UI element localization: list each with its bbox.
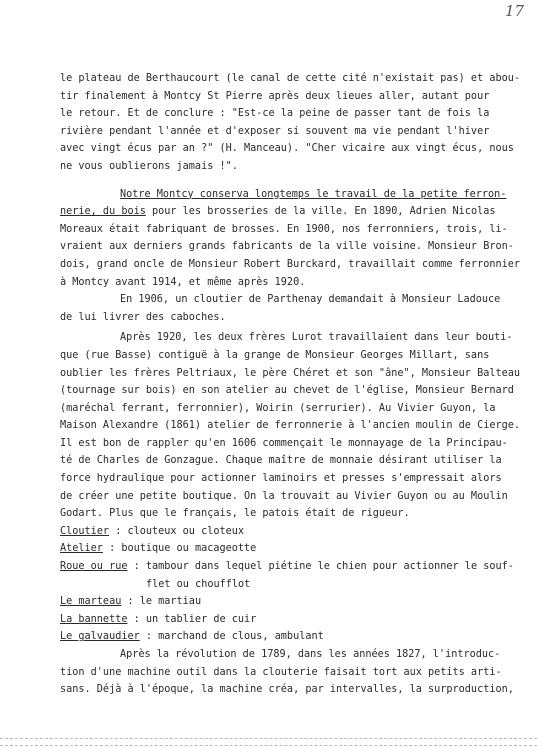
paragraph-3 [60,291,501,326]
text-line: (maréchal ferrant, ferronnier), Woirin (serrurier). Au Vivier Guyon, la [60,402,496,414]
text-line: de créer une petite boutique. On la trouvait au Vivier Guyon ou au Moulin [60,490,508,502]
text-line: Godart. Plus que le français, le patois était de rigueur. [60,508,410,520]
text-line: oublier les frères Peltriaux, le père Chéret et son "âne", Monsieur Balteau [60,367,521,379]
text-line: Il est bon de rappler qu'en 1606 commençait le monnayage de la Principau- [60,437,508,449]
glossary-definition: : marchand de clous, ambulant [139,631,324,643]
text-line: que (rue Basse) contiguë à la grange de Monsieur Georges Millart, sans [60,349,490,361]
glossary-entry [60,628,486,646]
text-line [60,203,496,221]
glossary-definition-continued: flet ou choufflot [146,578,251,590]
glossary-term: Cloutier [60,525,110,537]
glossary-entry [60,593,486,611]
paragraph-5 [60,646,514,699]
text-line: (tournage sur bois) en son atelier au chevet de l'église, Monsieur Bernard [60,385,514,397]
text-line: tir finalement à Montcy St Pierre après deux lieues aller, autant pour [60,90,490,102]
glossary-definition: : boutique ou macageotte [102,543,257,555]
text-line: force hydraulique pour actionner laminoirs et presses s'empressait alors [60,473,502,485]
lead-rest: pour les brosseries de la ville. En 1890, Adrien Nicolas [145,206,496,218]
glossary-definition: : tambour dans lequel piétine le chien pour actionner le souf- [127,561,514,573]
patois-glossary [60,523,514,646]
paragraph-4 [60,329,521,523]
glossary-definition: : clouteux ou cloteux [109,525,245,537]
scan-edge-divider [0,738,537,746]
text-line: Moreaux était fabriquant de brosses. En 1900, nos ferronniers, trois, li- [60,223,508,235]
glossary-definition: : un tablier de cuir [127,613,257,625]
text-line: vraient aux derniers grands fabricants de la ville voisine. Monsieur Bron- [60,241,514,253]
text-line [60,186,507,204]
text-line: ne vous oublierons jamais !". [60,160,238,172]
glossary-definition: : le martiau [121,596,202,608]
glossary-term: Le marteau [60,596,122,608]
glossary-entry [60,558,514,593]
glossary-term: Atelier [60,543,103,555]
underlined-lead: Notre Montcy conserva longtemps le travail de la petite ferron- [120,188,507,200]
text-line: Maison Alexandre (1861) atelier de ferronnerie à l'ancien moulin de Cierge. [60,420,521,432]
text-line: avec vingt écus par an ?" (H. Manceau). "Cher vicaire aux vingt écus, nous [60,143,514,155]
text-line: à Montcy avant 1914, et même après 1920. [60,276,306,288]
text-line: Après 1920, les deux frères Lurot travaillaient dans leur bouti- [120,332,513,344]
page-number: 17 [505,2,525,20]
paragraph-1 [60,70,521,176]
text-line: rivière pendant l'année et d'exposer si souvent ma vie pendant l'hiver [60,125,490,137]
text-line: le plateau de Berthaucourt (le canal de cette cité n'existait pas) et abou- [60,73,521,84]
glossary-term: Roue ou rue [60,561,128,573]
glossary-entry [60,540,486,558]
glossary-entry [60,523,486,541]
text-line: sans. Déjà à l'époque, la machine créa, par intervalles, la surproduction, [60,684,514,696]
text-line: de lui livrer des caboches. [60,311,226,323]
text-line: le retour. Et de conclure : "Est-ce la peine de passer tant de fois la [60,108,490,120]
text-line: té de Charles de Gonzague. Chaque maître de monnaie désirant utiliser la [60,455,502,467]
body-text [60,70,521,699]
text-line: Après la révolution de 1789, dans les années 1827, l'introduc- [120,649,501,660]
text-line: tion d'une machine outil dans la clouterie faisait tort aux petits arti- [60,666,502,678]
glossary-term: La bannette [60,613,128,625]
paragraph-2 [60,186,521,292]
glossary-entry [60,611,486,629]
text-line: dois, grand oncle de Monsieur Robert Burckard, travaillait comme ferronnier [60,258,521,270]
text-line: En 1906, un cloutier de Parthenay demandait à Monsieur Ladouce [120,294,501,306]
glossary-term: Le galvaudier [60,631,140,643]
underlined-lead-2: nerie, du bois [60,206,146,218]
